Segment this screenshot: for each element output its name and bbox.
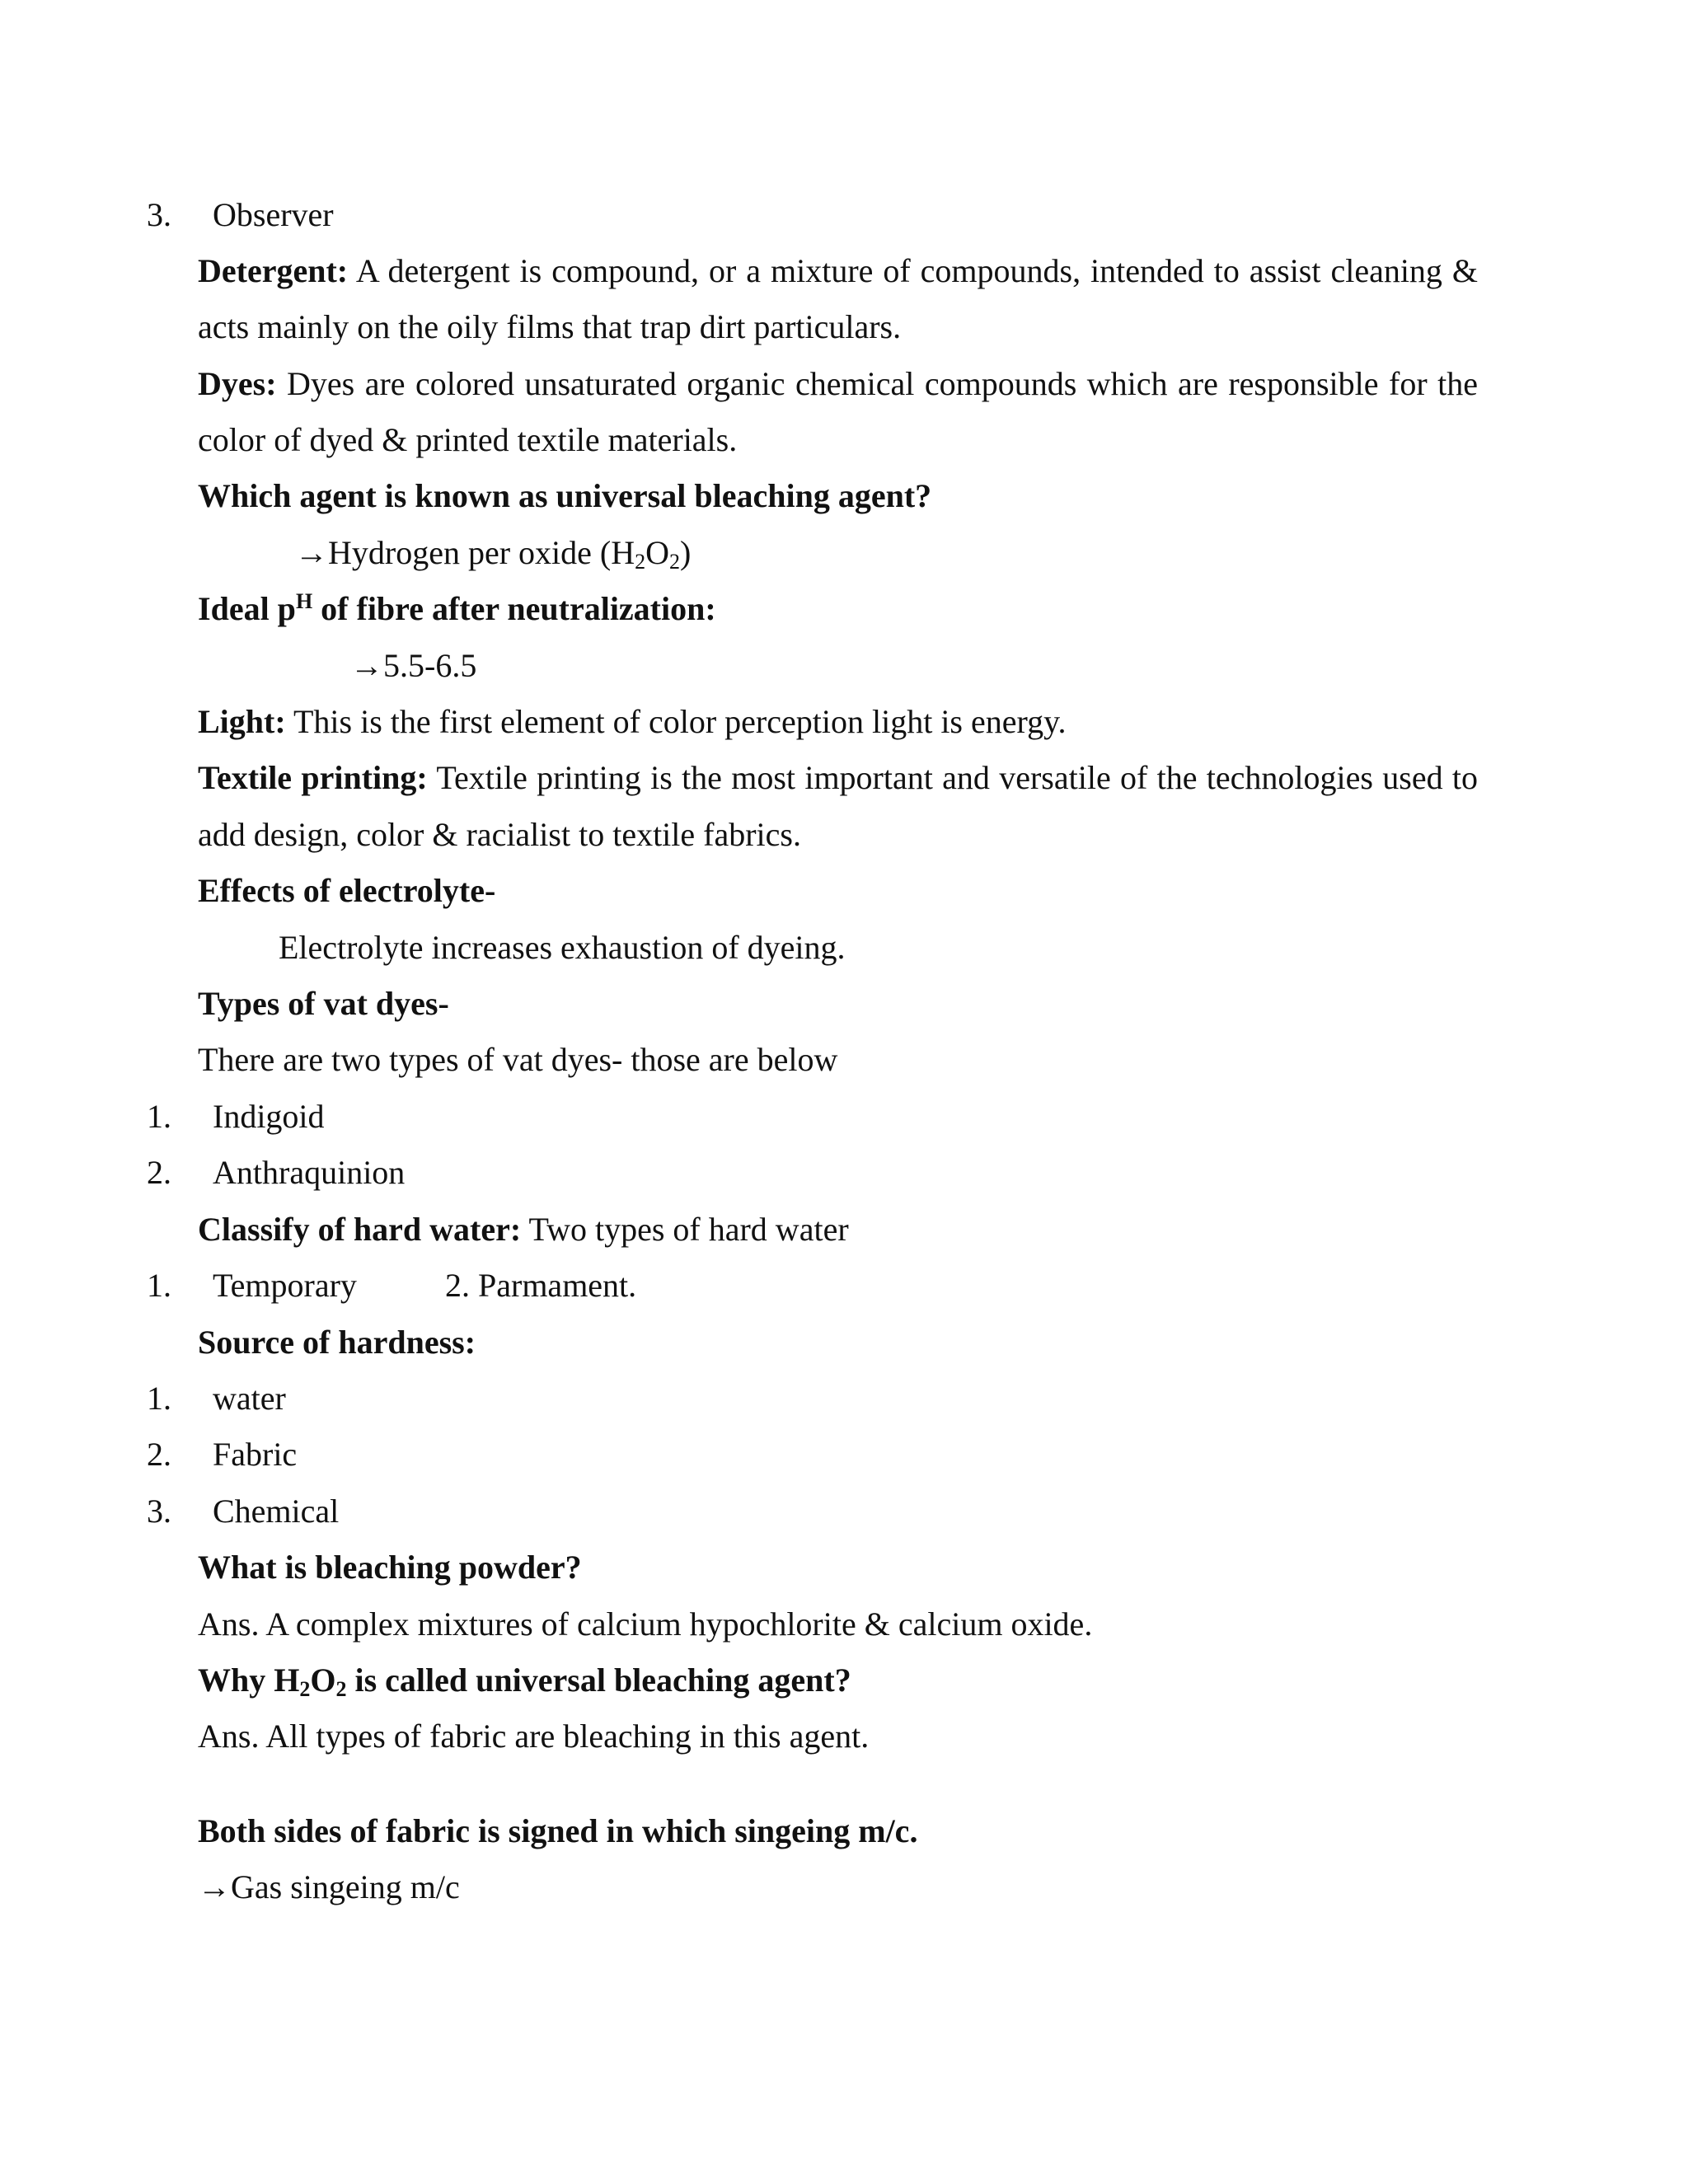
- question-text: is called universal bleaching agent?: [346, 1661, 851, 1699]
- question-text: Both sides of fabric is signed in which singeing m/c.: [198, 1812, 918, 1849]
- heading-text: Effects of electrolyte-: [198, 872, 496, 909]
- heading-text: Source of hardness:: [198, 1324, 476, 1361]
- paragraph-text: There are two types of vat dyes- those are below: [198, 1041, 838, 1078]
- term-label: Dyes:: [198, 365, 277, 402]
- question-heading: [198, 1548, 582, 1587]
- answer-text: →Hydrogen per oxide (H: [295, 534, 635, 571]
- question-heading: [198, 589, 716, 629]
- answer-text: O: [645, 534, 669, 571]
- list-item-text: Temporary: [213, 1267, 357, 1304]
- answer-text: ): [680, 534, 692, 571]
- dyes-definition-line2: color of dyed & printed textile materials.: [198, 421, 738, 458]
- question-text: O: [310, 1661, 336, 1699]
- answer-line: Ans. All types of fabric are bleaching in this agent.: [198, 1718, 870, 1755]
- textile-printing-line1: [198, 758, 1478, 798]
- definition-text: Textile printing is the most important and versatile of the technologies used to: [436, 759, 1479, 796]
- question-heading: [198, 1811, 917, 1851]
- answer-line: →5.5-6.5: [350, 647, 477, 684]
- list-number: 2.: [147, 1436, 171, 1473]
- list-item-text: Indigoid: [213, 1098, 325, 1135]
- hard-water-definition: [198, 1210, 849, 1249]
- paragraph-text: Electrolyte increases exhaustion of dyeing.: [279, 929, 846, 966]
- subscript: 2: [635, 550, 646, 574]
- question-heading: [198, 1661, 851, 1700]
- term-label: Detergent:: [198, 252, 349, 289]
- detergent-definition-line2: acts mainly on the oily films that trap dirt particulars.: [198, 308, 902, 345]
- list-number: 1.: [147, 1267, 171, 1304]
- question-text: What is bleaching powder?: [198, 1549, 582, 1586]
- section-heading: [198, 984, 449, 1024]
- list-number: 1.: [147, 1380, 171, 1417]
- dyes-definition-line1: [198, 364, 1478, 404]
- subscript: 2: [299, 1677, 311, 1701]
- list-item-text: water: [213, 1380, 286, 1417]
- list-number: 1.: [147, 1098, 171, 1135]
- list-item-text: Chemical: [213, 1493, 340, 1530]
- term-label: Textile printing:: [198, 759, 428, 796]
- list-item-text: Fabric: [213, 1436, 298, 1473]
- question-text: Ideal p: [198, 590, 296, 627]
- question-text: of fibre after neutralization:: [312, 590, 716, 627]
- definition-text: A detergent is compound, or a mixture of compounds, intended to assist cleaning &: [355, 252, 1479, 289]
- definition-text: Two types of hard water: [528, 1211, 849, 1248]
- subscript: 2: [669, 550, 680, 574]
- section-heading: [198, 871, 495, 911]
- answer-line: Ans. A complex mixtures of calcium hypochlorite & calcium oxide.: [198, 1605, 1093, 1643]
- definition-text: Dyes are colored unsaturated organic chemical compounds which are responsible for the: [287, 365, 1479, 402]
- answer-line: [295, 533, 691, 573]
- list-number: 3.: [147, 1493, 171, 1530]
- light-definition: [198, 702, 1067, 742]
- textile-printing-line2: add design, color & racialist to textile fabrics.: [198, 816, 801, 853]
- list-item-text: Observer: [213, 196, 334, 233]
- subscript: 2: [335, 1677, 347, 1701]
- list-item-text: 2. Parmament.: [445, 1267, 637, 1304]
- definition-text: This is the first element of color perception light is energy.: [293, 703, 1067, 740]
- answer-line: →Gas singeing m/c: [198, 1868, 460, 1905]
- section-heading: [198, 1323, 476, 1362]
- list-item-text: Anthraquinion: [213, 1154, 406, 1191]
- question-text: Which agent is known as universal bleaching agent?: [198, 477, 932, 514]
- term-label: Classify of hard water:: [198, 1211, 522, 1248]
- detergent-definition-line1: [198, 251, 1478, 291]
- superscript: H: [295, 589, 313, 613]
- heading-text: Types of vat dyes-: [198, 985, 449, 1022]
- list-number: 3.: [147, 196, 171, 233]
- term-label: Light:: [198, 703, 286, 740]
- list-number: 2.: [147, 1154, 171, 1191]
- question-heading: [198, 476, 931, 516]
- question-text: Why H: [198, 1661, 300, 1699]
